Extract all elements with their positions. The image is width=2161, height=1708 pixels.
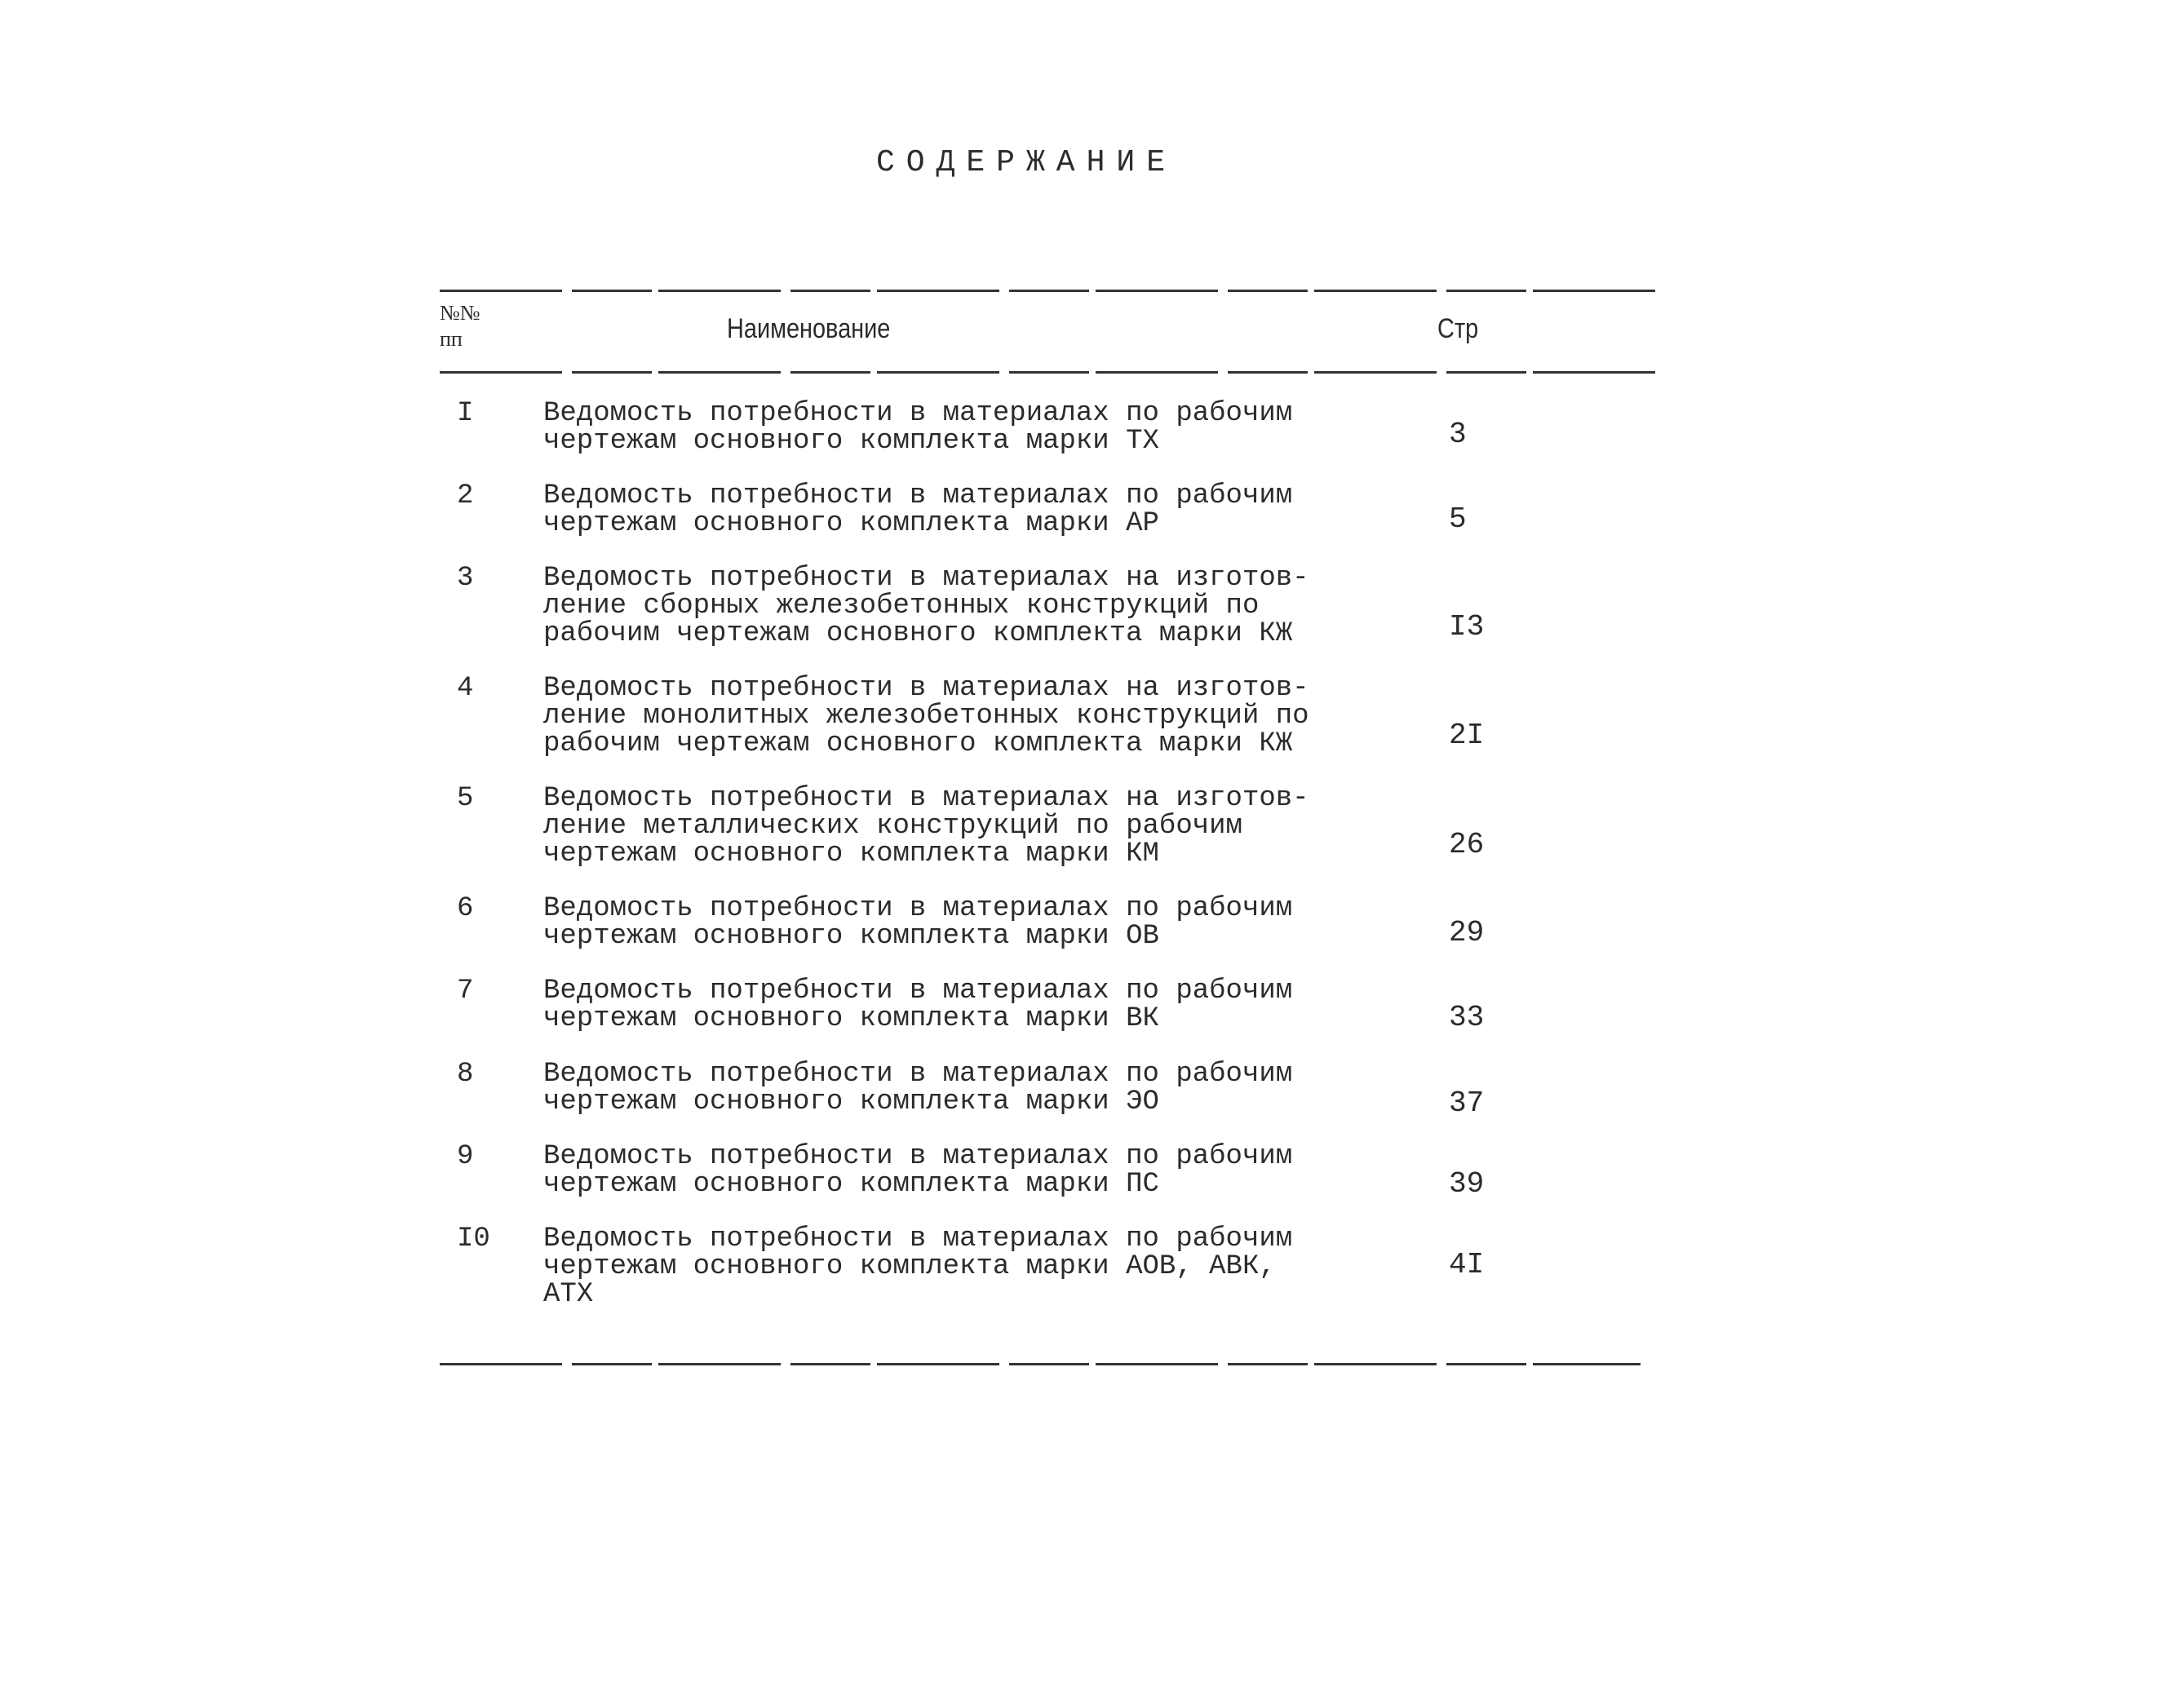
header-number: [440, 300, 480, 352]
row-title-line: чертежам основного комплекта марки ОВ: [543, 921, 1159, 952]
row-title-line: чертежам основного комплекта марки ТХ: [543, 426, 1159, 457]
table-top-rule: [440, 290, 1660, 292]
header-page: Стр: [1437, 313, 1479, 344]
row-title: [543, 977, 1292, 1033]
row-title: [543, 564, 1309, 648]
row-number: 4: [457, 673, 474, 704]
row-number: 3: [457, 563, 474, 594]
row-title-line: чертежам основного комплекта марки ЭО: [543, 1086, 1159, 1117]
row-title-line: Ведомость потребности в материалах по рабочим: [543, 976, 1293, 1007]
row-number: 9: [457, 1141, 474, 1172]
row-title-line: ление металлических конструкций по рабочим: [543, 811, 1242, 842]
row-number: 2: [457, 480, 474, 511]
header-bottom-rule: [440, 371, 1660, 374]
row-page: 29: [1449, 916, 1485, 949]
row-title-line: чертежам основного комплекта марки АОВ, АВК,: [543, 1251, 1276, 1282]
row-title: [543, 1225, 1292, 1308]
row-number: I0: [457, 1223, 490, 1254]
row-number: I: [457, 398, 474, 429]
row-page: 3: [1449, 418, 1467, 451]
row-page: 4I: [1449, 1248, 1485, 1281]
row-title-line: чертежам основного комплекта марки ВК: [543, 1003, 1159, 1034]
row-page: 33: [1449, 1001, 1485, 1034]
row-title-line: Ведомость потребности в материалах по рабочим: [543, 398, 1293, 429]
row-title-line: Ведомость потребности в материалах по рабочим: [543, 480, 1293, 511]
header-number-line1: №№: [440, 301, 480, 325]
row-page: 2I: [1449, 719, 1485, 752]
row-number: 6: [457, 893, 474, 924]
row-title-line: чертежам основного комплекта марки КМ: [543, 839, 1159, 869]
row-number: 8: [457, 1059, 474, 1090]
row-page: 39: [1449, 1167, 1485, 1201]
row-page: 37: [1449, 1086, 1485, 1120]
row-title-line: Ведомость потребности в материалах по рабочим: [543, 1141, 1293, 1172]
header-name: Наименование: [727, 313, 891, 344]
row-title-line: Ведомость потребности в материалах по рабочим: [543, 1059, 1293, 1090]
row-title: [543, 1060, 1292, 1116]
row-title-line: Ведомость потребности в материалах по рабочим: [543, 1223, 1293, 1254]
page-title: СОДЕРЖАНИЕ: [875, 145, 1177, 180]
row-title-line: чертежам основного комплекта марки ПС: [543, 1169, 1159, 1200]
row-title: [543, 1143, 1292, 1198]
row-page: 26: [1449, 828, 1485, 861]
row-page: I3: [1449, 610, 1485, 644]
row-title-line: Ведомость потребности в материалах по рабочим: [543, 893, 1293, 924]
row-title-line: АТХ: [543, 1279, 594, 1310]
row-number: 5: [457, 783, 474, 814]
row-title-line: рабочим чертежам основного комплекта марки КЖ: [543, 618, 1293, 649]
row-title-line: Ведомость потребности в материалах на изготов-: [543, 673, 1309, 704]
row-title-line: ление монолитных железобетонных конструкций по: [543, 701, 1309, 732]
row-title-line: ление сборных железобетонных конструкций по: [543, 591, 1260, 622]
row-title-line: рабочим чертежам основного комплекта марки КЖ: [543, 728, 1293, 759]
row-title: [543, 785, 1309, 868]
row-page: 5: [1449, 502, 1467, 536]
header-number-line2: пп: [440, 327, 463, 351]
row-title-line: Ведомость потребности в материалах на изготов-: [543, 563, 1309, 594]
row-title: [543, 482, 1292, 538]
row-title: [543, 895, 1292, 950]
row-title: [543, 400, 1292, 455]
row-title-line: чертежам основного комплекта марки АР: [543, 508, 1159, 539]
table-bottom-rule: [440, 1363, 1641, 1365]
row-title-line: Ведомость потребности в материалах на изготов-: [543, 783, 1309, 814]
row-number: 7: [457, 976, 474, 1007]
row-title: [543, 675, 1309, 758]
